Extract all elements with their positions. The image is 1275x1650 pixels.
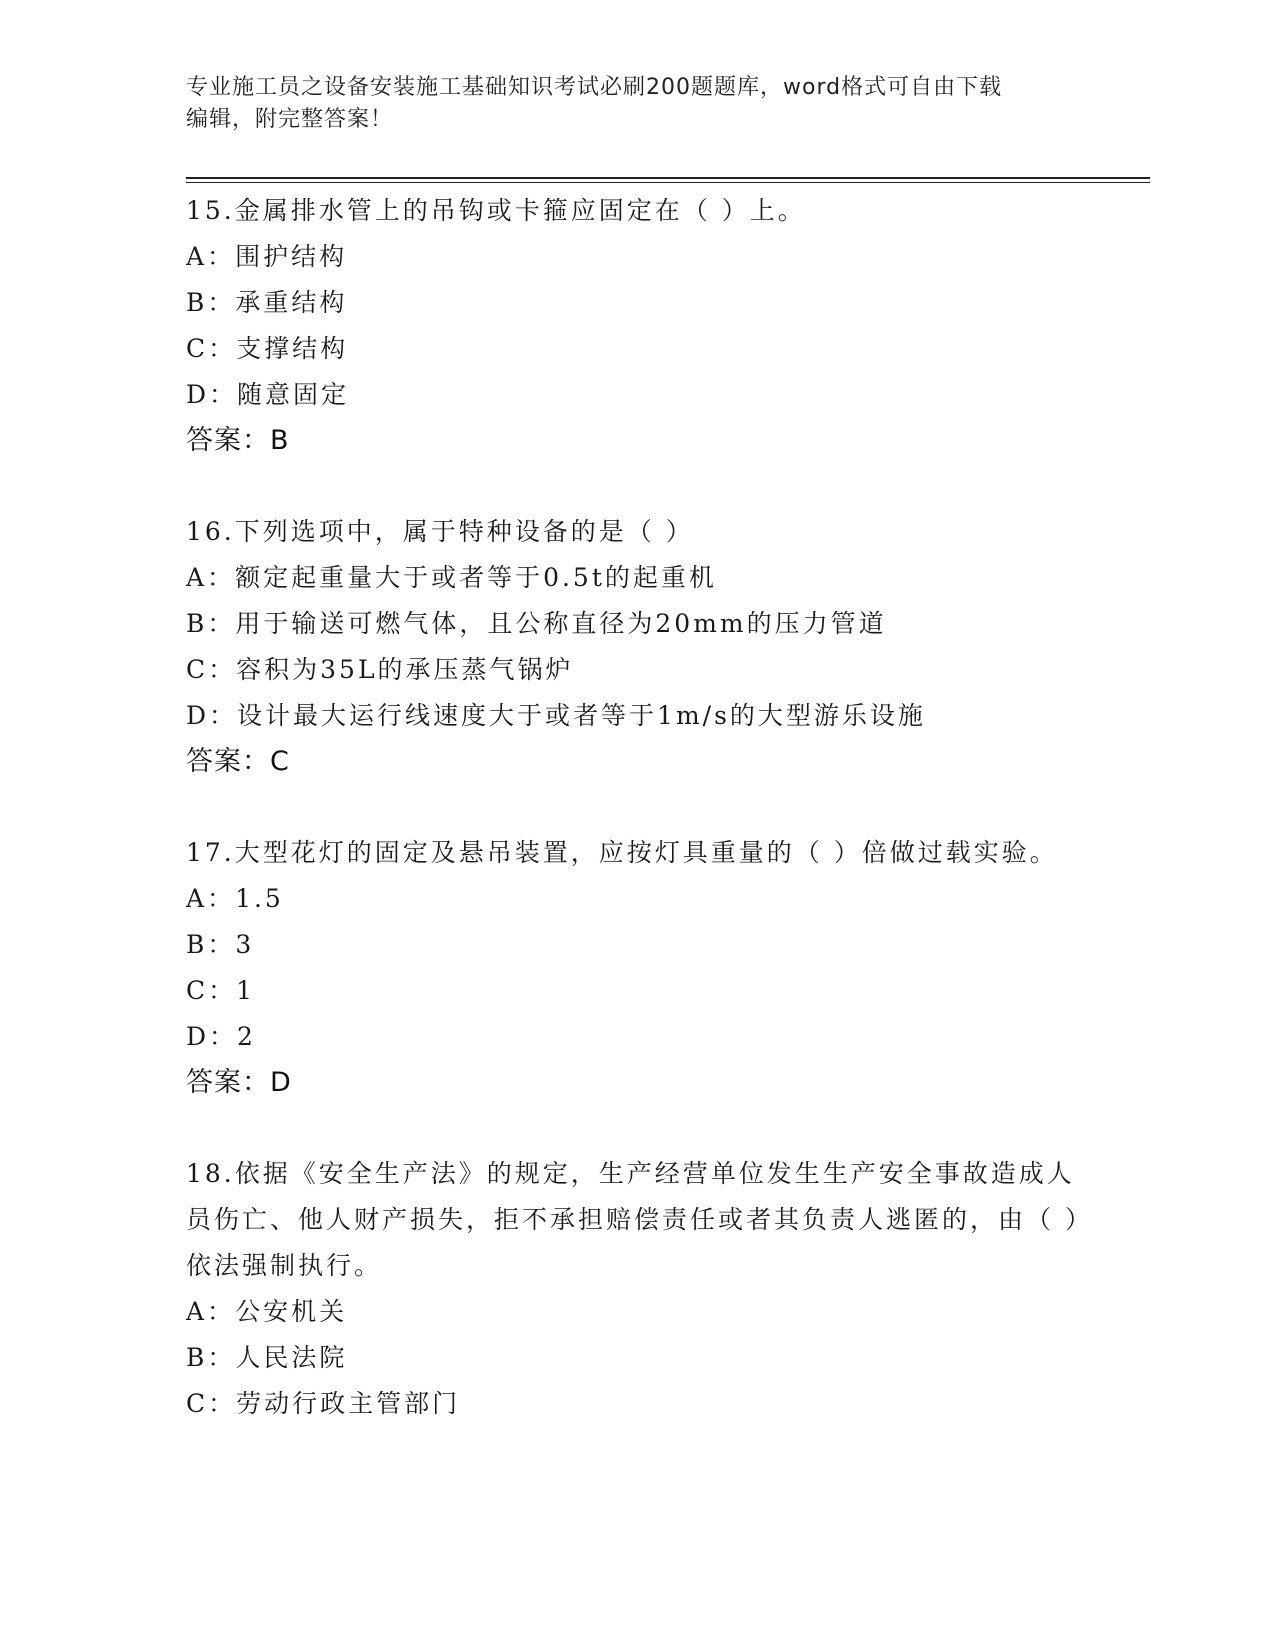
answer-line: 答案：B xyxy=(186,425,290,456)
option-text: 承重结构 xyxy=(235,288,348,317)
question-item xyxy=(186,830,1086,1106)
option-d xyxy=(186,1014,1086,1060)
option-text: 1.5 xyxy=(235,884,284,913)
option-key: B： xyxy=(186,930,236,959)
option-key: B： xyxy=(186,288,236,317)
option-a xyxy=(186,1289,1086,1335)
option-text: 设计最大运行线速度大于或者等于1m/s的大型游乐设施 xyxy=(237,701,926,730)
header-title-line-2: 编辑，附完整答案！ xyxy=(186,107,394,132)
option-text: 人民法院 xyxy=(235,1343,348,1372)
question-stem: 16.下列选项中，属于特种设备的是（ ） xyxy=(186,517,694,546)
option-a xyxy=(186,234,1086,280)
option-key: C： xyxy=(186,976,237,1005)
option-key: D： xyxy=(186,701,238,730)
option-b xyxy=(186,280,1086,326)
option-key: A： xyxy=(186,563,236,592)
option-text: 3 xyxy=(235,930,255,959)
option-d xyxy=(186,372,1086,418)
option-d xyxy=(186,693,1086,739)
question-item xyxy=(186,1151,1086,1427)
option-key: C： xyxy=(186,655,237,684)
question-item xyxy=(186,188,1086,464)
option-text: 额定起重量大于或者等于0.5t的起重机 xyxy=(235,563,717,592)
option-c xyxy=(186,326,1086,372)
question-item xyxy=(186,509,1086,785)
option-text: 劳动行政主管部门 xyxy=(236,1389,461,1418)
option-a xyxy=(186,555,1086,601)
option-key: A： xyxy=(186,884,236,913)
option-c xyxy=(186,968,1086,1014)
header-divider-thick xyxy=(186,177,1150,179)
option-c xyxy=(186,647,1086,693)
question-list xyxy=(186,188,1086,1472)
option-text: 2 xyxy=(237,1022,256,1051)
option-text: 容积为35L的承压蒸气锅炉 xyxy=(236,655,574,684)
page-header xyxy=(186,72,1086,136)
question-stem: 15.金属排水管上的吊钩或卡箍应固定在（ ）上。 xyxy=(186,196,806,225)
option-key: A： xyxy=(186,1297,236,1326)
option-a xyxy=(186,876,1086,922)
question-stem: 18.依据《安全生产法》的规定，生产经营单位发生生产安全事故造成人员伤亡、他人财产损失，拒不承担赔偿责任或者其负责人逃匿的，由（ ）依法强制执行。 xyxy=(186,1159,1081,1280)
option-key: C： xyxy=(186,1389,237,1418)
question-stem: 17.大型花灯的固定及悬吊装置，应按灯具重量的（ ）倍做过载实验。 xyxy=(186,838,1058,867)
option-b xyxy=(186,1335,1086,1381)
option-key: D： xyxy=(186,1022,238,1051)
option-text: 公安机关 xyxy=(235,1297,348,1326)
option-key: B： xyxy=(186,609,236,638)
option-text: 用于输送可燃气体，且公称直径为20mm的压力管道 xyxy=(235,609,887,638)
option-text: 随意固定 xyxy=(237,380,350,409)
answer-line: 答案：C xyxy=(186,746,290,777)
option-b xyxy=(186,601,1086,647)
option-b xyxy=(186,922,1086,968)
option-c xyxy=(186,1381,1086,1427)
option-text: 1 xyxy=(236,976,256,1005)
option-text: 支撑结构 xyxy=(236,334,349,363)
header-divider-thin xyxy=(186,182,1150,183)
option-text: 围护结构 xyxy=(235,242,348,271)
option-key: A： xyxy=(186,242,236,271)
option-key: B： xyxy=(186,1343,236,1372)
header-title-line-1: 专业施工员之设备安装施工基础知识考试必刷200题题库，word格式可自由下载 xyxy=(186,75,1003,100)
option-key: D： xyxy=(186,380,238,409)
answer-line: 答案：D xyxy=(186,1067,292,1098)
option-key: C： xyxy=(186,334,237,363)
